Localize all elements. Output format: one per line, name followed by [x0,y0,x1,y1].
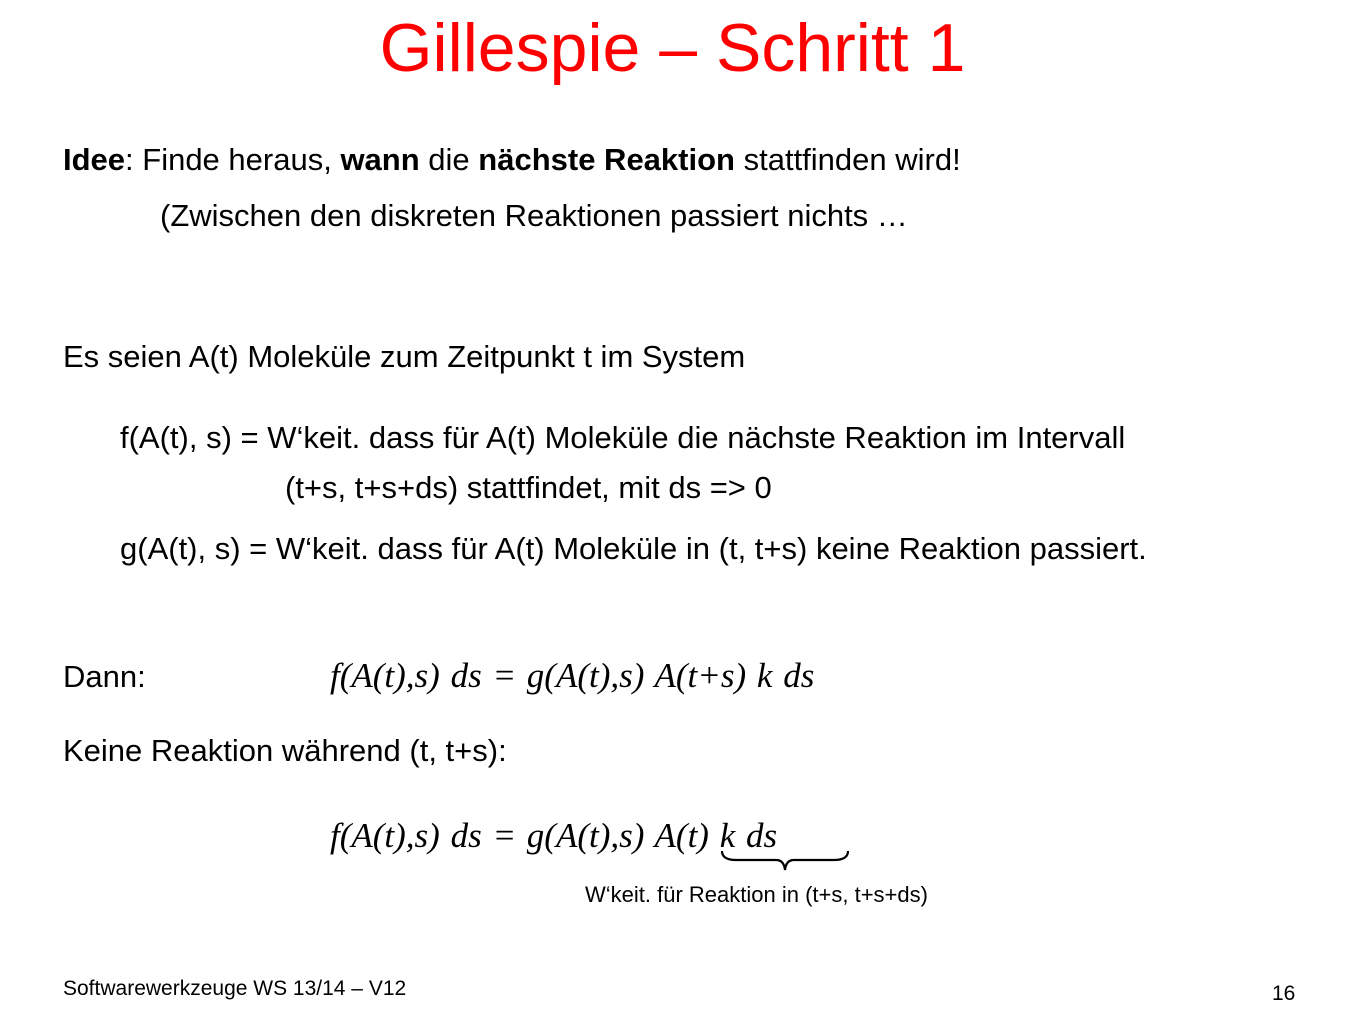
idea-line [63,142,961,178]
equation-2-left: f(A(t),s) ds = g(A(t),s) [330,816,655,855]
g-definition: g(A(t), s) = W‘keit. dass für A(t) Moleküle in (t, t+s) keine Reaktion passiert. [120,531,1147,566]
underbrace-icon [718,848,852,874]
idea-bold-when: wann [340,142,420,177]
equation-2-braced-term: A(t) k ds [654,816,778,855]
slide-title: Gillespie – Schritt 1 [379,10,966,86]
page-number: 16 [1272,982,1296,1005]
no-reaction-label: Keine Reaktion während (t, t+s): [63,733,507,768]
f-definition-line-2: (t+s, t+s+ds) stattfindet, mit ds => 0 [285,470,772,505]
idea-note: (Zwischen den diskreten Reaktionen passiert nichts … [160,198,908,233]
idea-text-2: die [419,142,479,177]
equation-1: f(A(t),s) ds = g(A(t),s) A(t+s) k ds [330,656,815,695]
footer-text: Softwarewerkzeuge WS 13/14 – V12 [63,977,407,1000]
idea-bold-next-reaction: nächste Reaktion [478,142,735,177]
idea-text-1: : Finde heraus, [125,142,341,177]
f-definition-line-1: f(A(t), s) = W‘keit. dass für A(t) Moleküle die nächste Reaktion im Intervall [120,420,1126,455]
equation-2 [330,818,777,853]
assumption-text: Es seien A(t) Moleküle zum Zeitpunkt t im System [63,339,746,374]
idea-label: Idee [63,142,126,177]
brace-annotation: W‘keit. für Reaktion in (t+s, t+s+ds) [585,882,928,907]
then-label: Dann: [63,659,146,694]
idea-text-3: stattfinden wird! [734,142,961,177]
